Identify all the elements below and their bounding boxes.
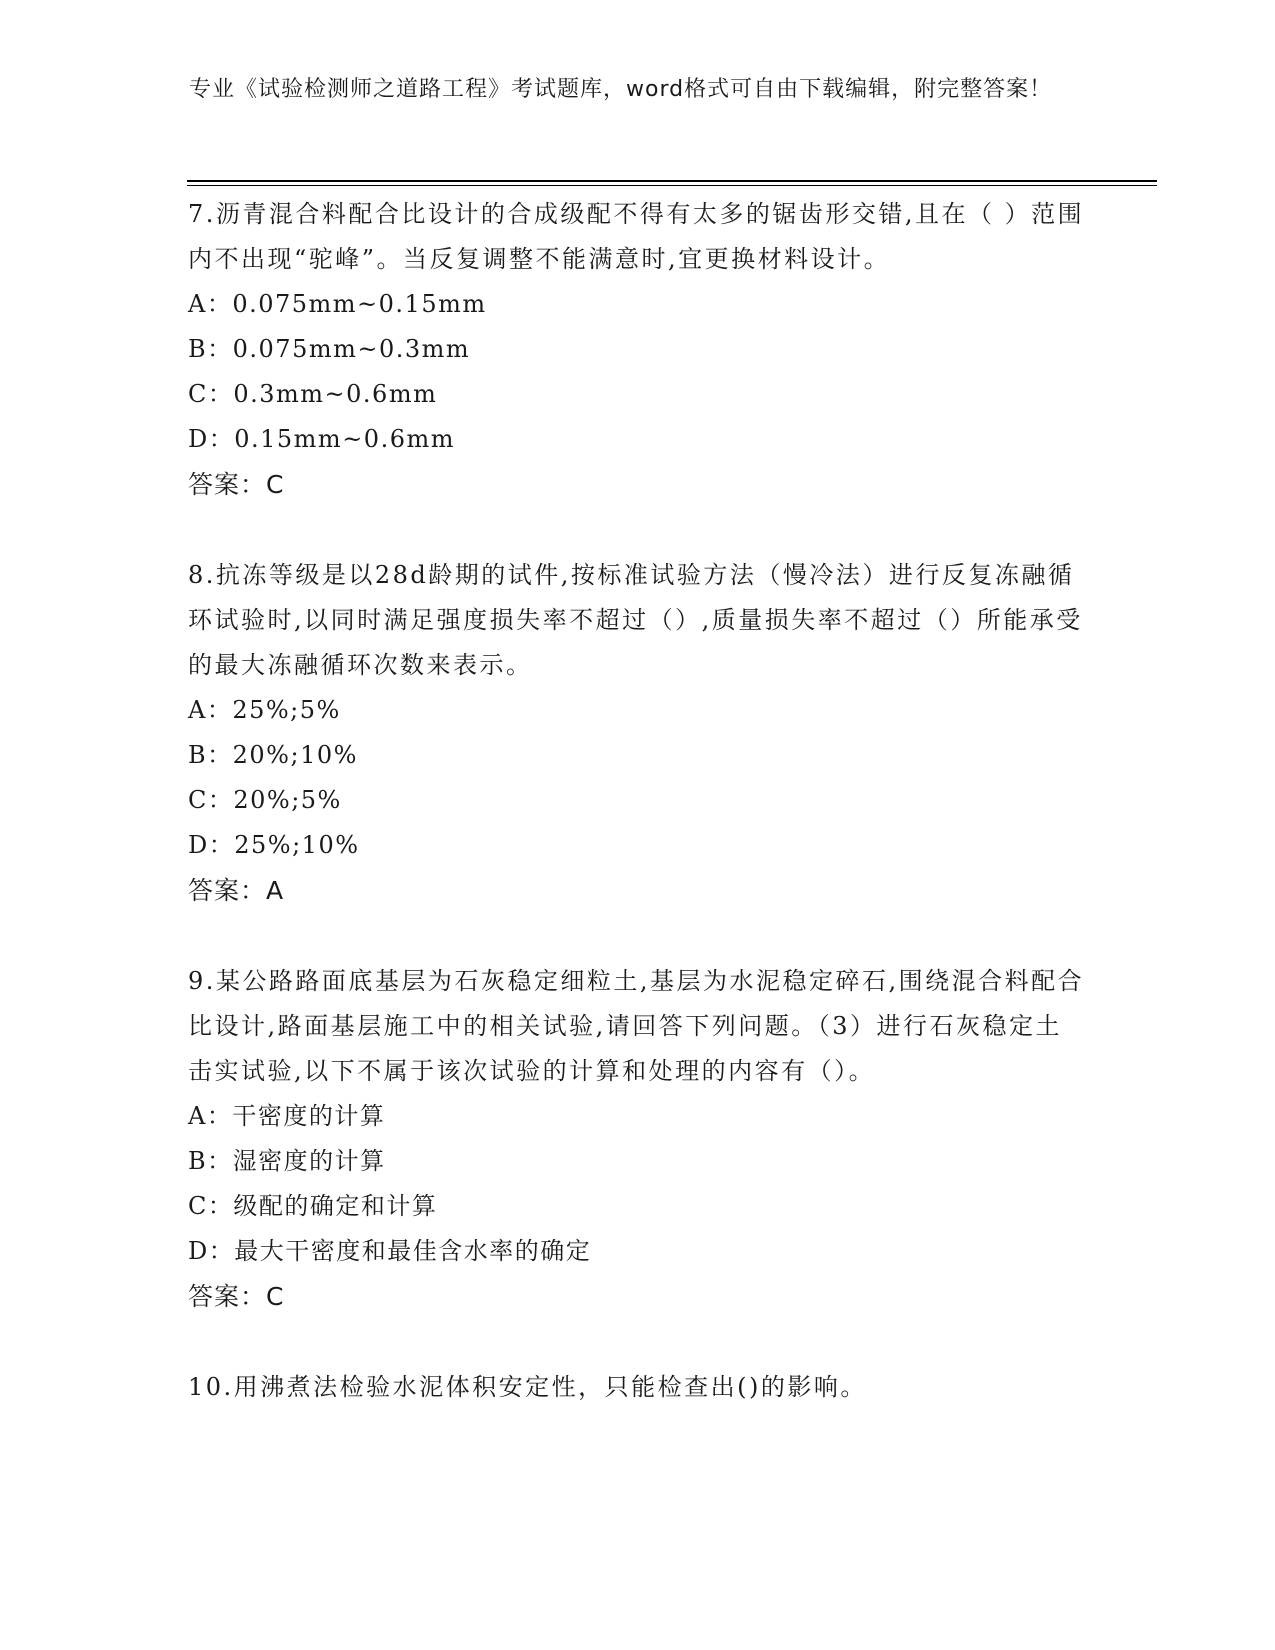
document-header: 专业《试验检测师之道路工程》考试题库，word格式可自由下载编辑，附完整答案！ <box>189 77 1053 102</box>
answer: 答案：C <box>188 470 285 499</box>
option-d: D：最大干密度和最佳含水率的确定 <box>188 1237 592 1265</box>
answer: 答案：A <box>188 876 285 905</box>
option-a: A：0.075mm~0.15mm <box>188 290 487 318</box>
question-10 <box>188 1365 1088 1410</box>
question-text: 8.抗冻等级是以28d龄期的试件,按标准试验方法（慢冷法）进行反复冻融循环试验时,以同时满足强度损失率不超过（）,质量损失率不超过（）所能承受的最大冻融循环次数来表示。 <box>188 561 1083 679</box>
option-b: B：湿密度的计算 <box>188 1147 386 1175</box>
question-text: 9.某公路路面底基层为石灰稳定细粒土,基层为水泥稳定碎石,围绕混合料配合比设计,路面基层施工中的相关试验,请回答下列问题。（3）进行石灰稳定土击实试验,以下不属于该次试验的计算和处理的内容有（）。 <box>188 967 1085 1085</box>
option-b: B：0.075mm~0.3mm <box>188 335 471 363</box>
option-c: C：20%;5% <box>188 786 342 814</box>
option-c: C：级配的确定和计算 <box>188 1192 438 1220</box>
header-divider <box>187 180 1157 182</box>
question-text: 7.沥青混合料配合比设计的合成级配不得有太多的锯齿形交错,且在（ ）范围内不出现“驼峰”。当反复调整不能满意时,宜更换材料设计。 <box>188 200 1085 273</box>
option-b: B：20%;10% <box>188 741 358 769</box>
spacer <box>188 507 1088 553</box>
option-a: A：干密度的计算 <box>188 1102 386 1130</box>
question-text: 10.用沸煮法检验水泥体积安定性，只能检查出()的影响。 <box>188 1373 867 1401</box>
spacer <box>188 1319 1088 1365</box>
header-divider-thin <box>187 185 1157 186</box>
option-d: D：25%;10% <box>188 831 360 859</box>
answer: 答案：C <box>188 1282 285 1311</box>
spacer <box>188 913 1088 959</box>
question-list <box>188 192 1088 1410</box>
question-8 <box>188 553 1088 913</box>
question-7 <box>188 192 1088 507</box>
option-c: C：0.3mm~0.6mm <box>188 380 438 408</box>
question-9 <box>188 959 1088 1319</box>
option-a: A：25%;5% <box>188 696 341 724</box>
option-d: D：0.15mm~0.6mm <box>188 425 455 453</box>
